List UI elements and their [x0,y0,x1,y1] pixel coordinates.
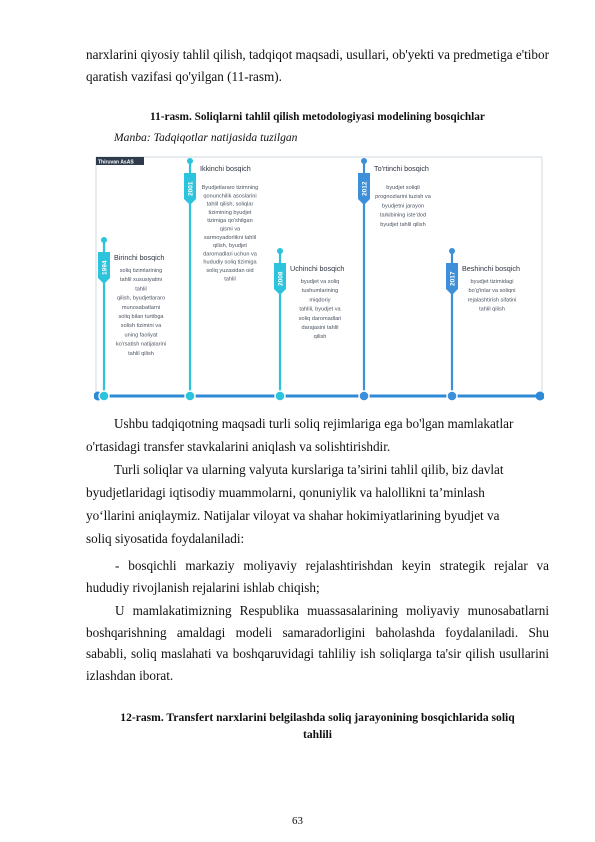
paragraph-list-item: - bosqichli markaziy moliyaviy rejalashtirishdan keyin strategik rejalar va hududiy rivojlanish rejalarini ishlab chiqish; [86,558,549,595]
stage-1-year: 1994 [101,260,109,275]
stage-5-title: Beshinchi bosqich [462,264,520,273]
methodology-timeline-infographic [94,153,544,403]
paragraph-2-line-5: yo‘llarini aniqlaymiz. Natijalar viloyat va shahar hokimiyatlarining byudjet va [86,508,500,523]
stage-2-text-line: tahlil qilish, soliqlar [206,201,254,208]
stage-4-text-line: tarkibining iste'dod [379,212,427,219]
paragraph-2-line-1: Ushbu tadqiqotning maqsadi turli soliq rejimlariga ega bo'lgan mamlakatlar [114,416,514,431]
stage-3-text-line: byudjet va soliq [300,279,340,285]
axis-end-dot-1 [536,392,545,401]
badge-label: Thiruvan AsAS [98,159,134,166]
stage-5-text-line: byudjet tizimidagi [470,279,514,285]
stage-1-text-line: soliq bilan turtibga [118,314,164,320]
paragraph-2-line-2: o'rtasidagi transfer stavkalarini aniqlash va solishtirishdir. [86,439,391,454]
stage-2-top-dot [187,158,193,164]
stage-5-text-line: bo'g'inlar va soliqni [468,288,516,295]
paragraph-conclusion: U mamlakatimizning Respublika muassasalarining moliyaviy munosabatlarni boshqarishning amaldagi modeli samaradorligini baholashda foydalaniladi. Shu sababli, soliq maslahati va boshqaruvidagi tahliliy ish soliqlarga ta'sir qilish usullarini izlashdan iborat. [86,603,549,683]
paragraph-intro: narxlarini qiyosiy tahlil qilish, tadqiqot maqsadi, usullari, ob'yekti va predmetiga e'tibor qaratish vazifasi qo'yilgan (11-rasm). [86,47,549,84]
stage-2-text-line: daromadlari uchun va [203,251,257,258]
stage-1-text-line: soliq tizimlarining [119,268,163,274]
stage-1-text-line: qilish, byudjetlararo [116,295,166,302]
stage-2-text-line: qonunchilik asoslarini [203,193,257,200]
stage-2-year: 2001 [187,181,195,196]
figure-11-source: Manba: Tadqiqotlar natijasida tuzilgan [114,131,298,144]
stage-1-axis-dot [99,391,109,401]
stage-5-text-line: tahlil qilish [479,306,505,313]
stage-2-text-line: tizimiga qo'shilgan [207,218,253,225]
stage-2-text-line: Byudjetlararo tizimning [201,185,259,191]
stage-2-axis-dot [185,391,195,401]
stage-1-text-line: solish tizimini va [120,323,162,330]
stage-5-year: 2017 [449,271,457,286]
stage-4-year: 2012 [361,181,369,196]
stage-2-text-line: qismi va [219,226,241,233]
stage-4-text-line: prognozlarini tuzish va [375,194,431,201]
figure-12-caption-line-1: 12-rasm. Transfert narxlarini belgilashda soliq jarayonining bosqichlarida soliq [120,711,515,724]
stage-3-axis-dot [275,391,285,401]
stage-2-title: Ikkinchi bosqich [200,164,251,173]
stage-5-text-line: rejalashtirish sifatini [467,297,517,304]
stage-3-text-line: tahlili, byudjet va [299,306,341,313]
stage-4-text-line: byudjetni jarayon [381,203,425,210]
stage-5-top-dot [449,248,455,254]
stage-1-text-line: uning faoliyat [124,332,158,339]
stage-4-text-line: byudjet soliqli [386,185,420,191]
stage-2-text-line: soliq yuzasidan oid [206,268,254,274]
stage-2-text-line: tahlil [224,276,236,283]
timeline-svg [94,153,544,403]
stage-3-year: 2008 [277,271,285,286]
stage-3-text-line: darajasini tahlil [301,325,339,331]
stage-4-axis-dot [359,391,369,401]
stage-1-text-line: munosabatlarni [121,304,161,311]
stage-1-title: Birinchi bosqich [114,253,165,262]
stage-2-text-line: tizimining byudjet [208,209,252,216]
stage-1-text-line: tahlil xususiyatini [120,277,162,284]
stage-1-top-dot [101,237,107,243]
paragraph-2-line-3: Turli soliqlar va ularning valyuta kurslariga ta’sirini tahlil qilib, biz davlat [114,462,504,477]
stage-2-text-line: hududiy soliq tizimiga [203,259,257,266]
paragraph-2-line-6: soliq siyosatida foydalaniladi: [86,531,245,546]
stage-3-text-line: qilish [313,334,327,341]
stage-1-text-line: tahlil qilish [128,350,154,357]
stage-4-text-line: byudjet tahlil qilish [380,221,426,228]
stage-3-text-line: tushumlarining [301,288,339,295]
stage-1-text-line: ko'rsatish natijalarini [115,341,167,348]
stage-4-top-dot [361,158,367,164]
figure-11-caption: 11-rasm. Soliqlarni tahlil qilish metodologiyasi modelining bosqichlar [150,111,485,123]
stage-4-title: To'rtinchi bosqich [374,164,429,173]
figure-12-caption-line-2: tahlili [303,728,332,741]
stage-3-top-dot [277,248,283,254]
page-number: 63 [292,815,303,827]
stage-5-axis-dot [447,391,457,401]
stage-2-text-line: qilish, byudjet [213,243,247,250]
stage-3-text-line: miqdoriy [309,297,331,304]
stage-3-text-line: soliq daromadlari [298,315,342,322]
stage-3-title: Uchinchi bosqich [290,264,345,273]
paragraph-2-line-4: byudjetlaridagi iqtisodiy muammolarni, qonuniylik va halollikni ta’minlash [86,485,485,500]
stage-1-text-line: tahlil [135,286,147,293]
stage-2-text-line: sarmoyadorlikni tahlil [203,234,257,241]
